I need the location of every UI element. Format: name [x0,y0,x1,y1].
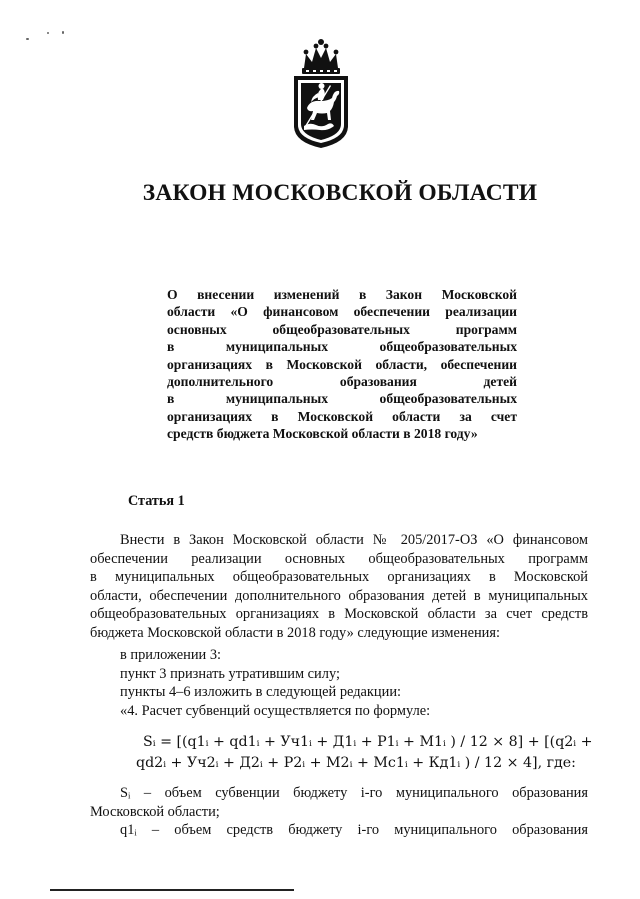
amendment-list [120,646,430,720]
subtitle-line: области «О финансовом обеспечении реализации [167,304,517,320]
formula-line: Sᵢ = [(q1ᵢ + qd1ᵢ + Уч1ᵢ + Д1ᵢ + Р1ᵢ + М1ᵢ ) / 12 × 8] + [(q2ᵢ + [143,734,593,750]
list-item: пункты 4–6 изложить в следующей редакции: [120,684,402,701]
subtitle-line: организациях в Московской области, обеспечении [167,356,517,372]
subtitle-line: средств бюджета Московской области в 2018 году» [167,426,478,442]
paragraph-line: общеобразовательных организациях в Московской области за счет средств [90,606,588,623]
footer-rule [50,889,294,891]
list-item: «4. Расчет субвенций осуществляется по формуле: [120,702,431,719]
subtitle-line: основных общеобразовательных программ [167,321,517,337]
list-item: пункт 3 признать утратившим силу; [120,665,340,682]
scan-speck [62,31,64,34]
subtitle-line: в муниципальных общеобразовательных [167,391,517,407]
definition-line: q1ᵢ – объем средств бюджету i-го муниципального образования [120,822,588,839]
definitions [90,784,588,840]
law-subtitle [167,286,517,443]
subtitle-line: в муниципальных общеобразовательных [167,339,517,355]
paragraph-line: области, обеспечении дополнительного образования детей в муниципальных [90,587,588,604]
paragraph-line: бюджета Московской области в 2018 году» следующие изменения: [90,624,500,641]
intro-paragraph [90,531,588,643]
article-heading: Статья 1 [128,493,185,509]
formula-line: qd2ᵢ + Уч2ᵢ + Д2ᵢ + Р2ᵢ + М2ᵢ + Мс1ᵢ + Кд1ᵢ ) / 12 × 4], где: [136,755,576,771]
paragraph-line: в муниципальных общеобразовательных организациях в Московской [90,569,588,586]
subtitle-line: О внесении изменений в Закон Московской [167,287,517,302]
coat-of-arms-icon [290,38,352,150]
scan-speck [26,38,29,40]
definition-line: Московской области; [90,803,220,820]
subvention-formula [136,732,593,774]
law-title: ЗАКОН МОСКОВСКОЙ ОБЛАСТИ [142,180,538,206]
definition-line: Sᵢ – объем субвенции бюджету i-го муниципального образования [120,785,588,801]
paragraph-line: Внести в Закон Московской области № 205/2017-ОЗ «О финансовом [120,532,588,548]
list-item: в приложении 3: [120,647,222,663]
subtitle-line: дополнительного образования детей [167,373,517,389]
paragraph-line: обеспечении реализации основных общеобразовательных программ [90,550,588,567]
subtitle-line: организациях в Московской области за счет [167,408,517,424]
scan-speck [47,32,49,34]
